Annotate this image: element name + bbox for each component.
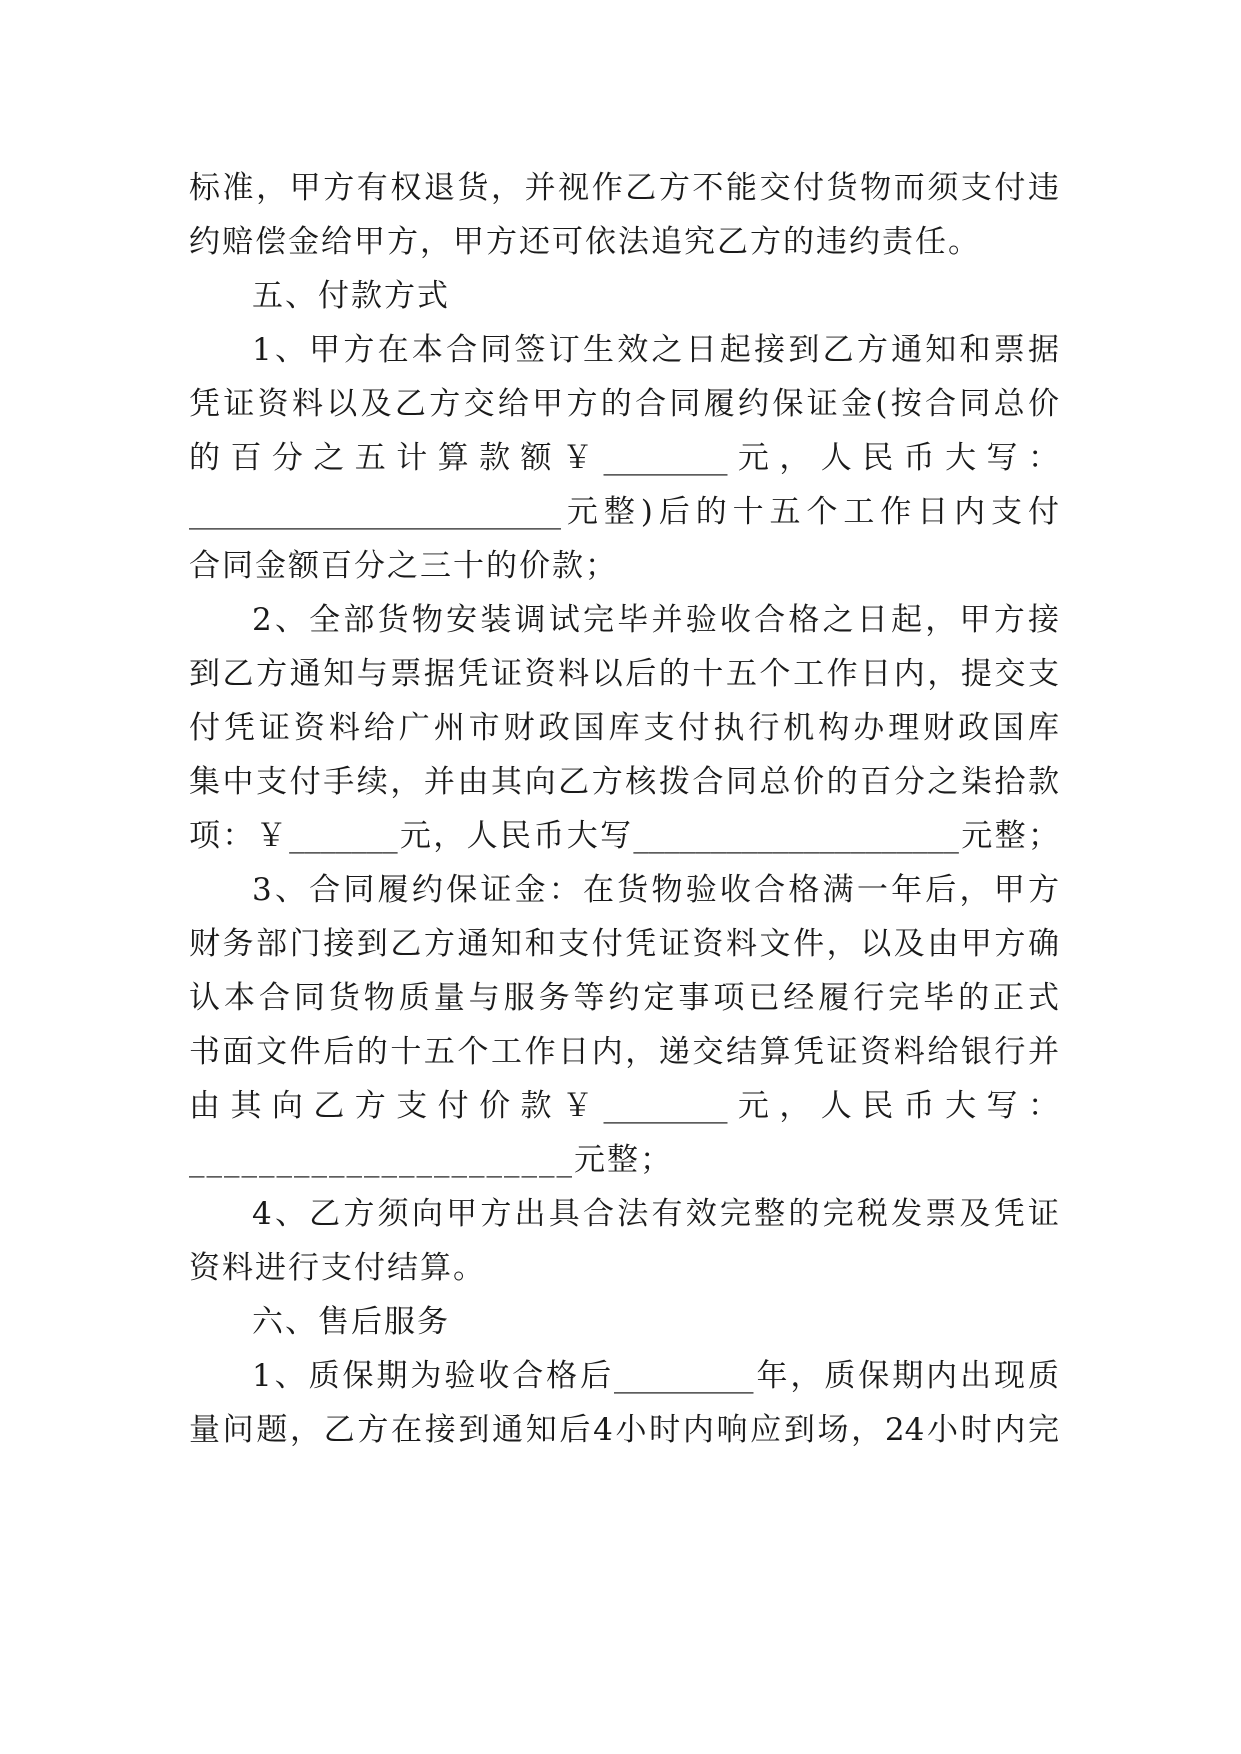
text-line: 2、全部货物安装调试完毕并验收合格之日起，甲方接 [252,602,1059,638]
text-line: 项：￥_______元，人民币大写_____________________元整； [189,818,1059,854]
section-heading: 五、付款方式 [252,278,450,314]
text-line: 量问题，乙方在接到通知后4小时内响应到场，24小时内完 [189,1412,1059,1448]
text-line: 3、合同履约保证金：在货物验收合格满一年后，甲方 [252,872,1059,908]
text-line: 到乙方通知与票据凭证资料以后的十五个工作日内，提交支 [189,656,1059,692]
text-line: 1、质保期为验收合格后_________年，质保期内出现质 [252,1358,1059,1394]
text-line: 资料进行支付结算。 [189,1250,486,1286]
text-line: ______________________元整； [189,1142,673,1178]
text-line: 财务部门接到乙方通知和支付凭证资料文件，以及由甲方确 [189,926,1059,962]
text-line: ________________________元整)后的十五个工作日内支付 [189,494,1059,530]
text-line: 认本合同货物质量与服务等约定事项已经履行完毕的正式 [189,980,1059,1016]
text-line: 书面文件后的十五个工作日内，递交结算凭证资料给银行并 [189,1034,1059,1070]
text-line: 合同金额百分之三十的价款； [189,548,618,584]
text-line: 的百分之五计算款额￥________元，人民币大写： [189,440,1059,476]
text-line: 凭证资料以及乙方交给甲方的合同履约保证金(按合同总价 [189,386,1059,422]
text-line: 约赔偿金给甲方，甲方还可依法追究乙方的违约责任。 [189,224,981,260]
text-line: 付凭证资料给广州市财政国库支付执行机构办理财政国库 [189,710,1059,746]
text-line: 1、甲方在本合同签订生效之日起接到乙方通知和票据 [252,332,1059,368]
text-line: 集中支付手续，并由其向乙方核拨合同总价的百分之柒拾款 [189,764,1059,800]
text-line: 由其向乙方支付价款￥________元，人民币大写： [189,1088,1059,1124]
text-line: 4、乙方须向甲方出具合法有效完整的完税发票及凭证 [252,1196,1059,1232]
section-heading: 六、售后服务 [252,1304,450,1340]
text-line: 标准，甲方有权退货，并视作乙方不能交付货物而须支付违 [189,170,1059,206]
